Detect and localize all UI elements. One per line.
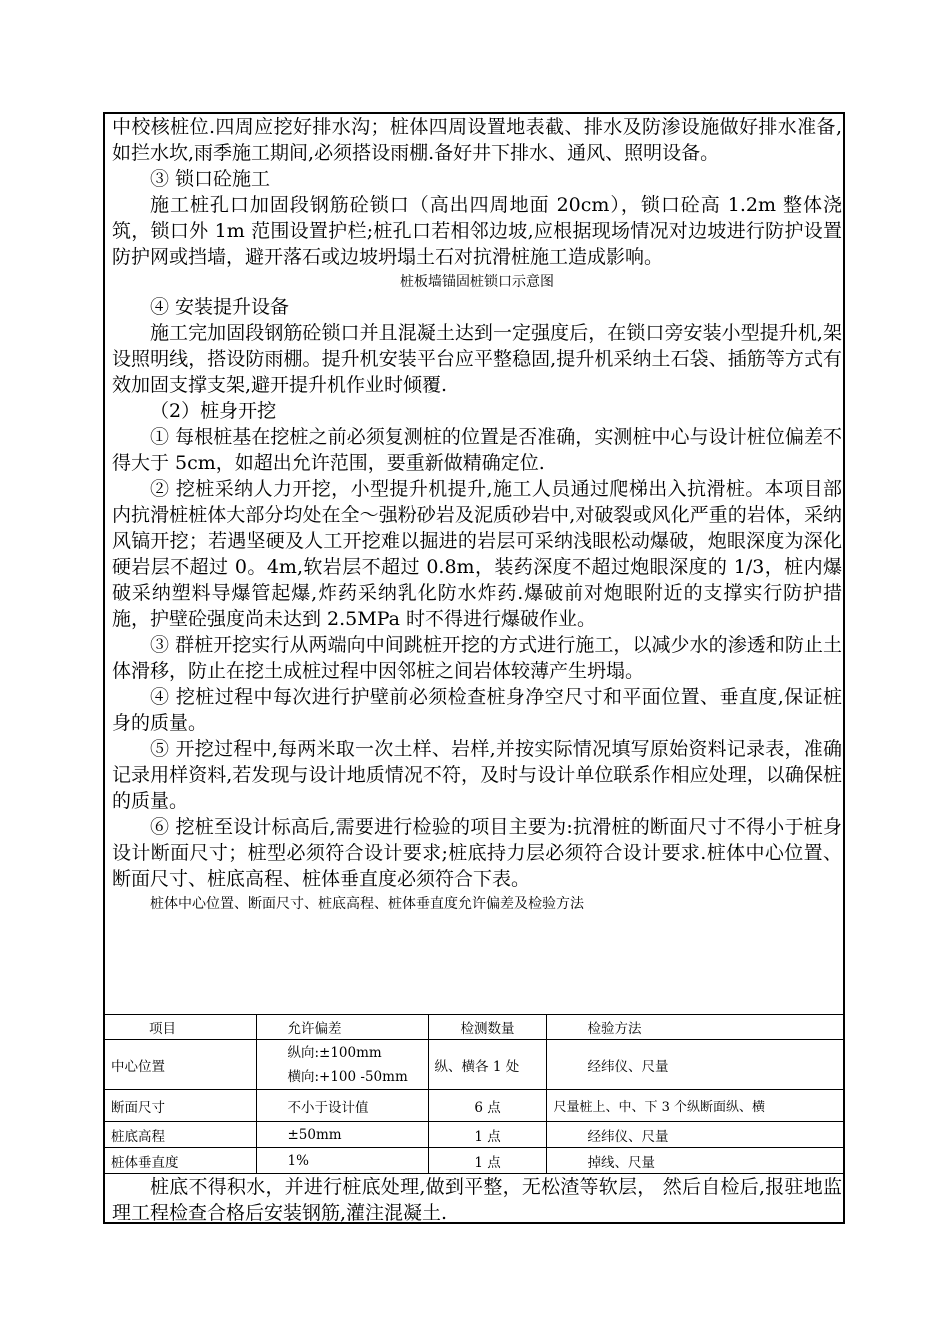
table-row (105, 1148, 844, 1174)
table-cell: 6 点 (428, 1090, 547, 1122)
table-row (105, 1122, 844, 1148)
table-cell: 尺量桩上、中、下 3 个纵断面纵、横 (547, 1090, 844, 1122)
table-cell: 1 点 (428, 1148, 547, 1174)
paragraph: 桩底不得积水，并进行桩底处理,做到平整，无松渣等软层， 然后自检后,报驻地监理工程检查合格后安装钢筋,灌注混凝土. (112, 1176, 842, 1224)
closing-section (112, 1174, 842, 1226)
table-row (105, 1090, 844, 1122)
tolerance-line: 横向:+100 -50mm (287, 1068, 408, 1085)
table-cell: 经纬仪、尺量 (547, 1122, 844, 1148)
table-cell: 中心位置 (105, 1040, 257, 1090)
table-row (105, 1040, 844, 1090)
paragraph: ⑤ 开挖过程中,每两米取一次土样、岩样,并按实际情况填写原始资料记录表，准确记录用样资料,若发现与设计地质情况不符，及时与设计单位联系作相应处理，以确保桩的质量。 (112, 738, 842, 812)
table-cell: 桩体垂直度 (105, 1148, 257, 1174)
column-header: 检验方法 (547, 1015, 844, 1040)
table-cell: 掉线、尺量 (547, 1148, 844, 1174)
paragraph: 中校核桩位.四周应挖好排水沟；桩体四周设置地表截、排水及防渗设施做好排水准备,如拦水坎,雨季施工期间,必须搭设雨棚.备好井下排水、通风、照明设备。 (112, 116, 842, 164)
tolerance-table (104, 1014, 844, 1174)
table-cell: 桩底高程 (105, 1122, 257, 1148)
column-header: 允许偏差 (257, 1015, 428, 1040)
paragraph: ③ 群桩开挖实行从两端向中间跳桩开挖的方式进行施工，以减少水的渗透和防止土体滑移，防止在挖土成桩过程中因邻桩之间岩体较薄产生坍塌。 (112, 634, 842, 682)
section-heading: （2）桩身开挖 (150, 400, 277, 422)
figure-caption: 桩板墙锚固桩锁口示意图 (400, 274, 554, 290)
paragraph: ① 每根桩基在挖桩之前必须复测桩的位置是否准确，实测桩中心与设计桩位偏差不得大于 5cm，如超出允许范围，要重新做精确定位. (112, 426, 842, 474)
table-cell (257, 1040, 428, 1090)
paragraph: ⑥ 挖桩至设计标高后,需要进行检验的项目主要为:抗滑桩的断面尺寸不得小于桩身设计断面尺寸；桩型必须符合设计要求;桩底持力层必须符合设计要求.桩体中心位置、断面尺寸、桩底高程、桩体垂直度必须符合下表。 (112, 816, 842, 890)
tolerance-line: 纵向:±100mm (287, 1044, 382, 1061)
table-cell: 纵、横各 1 处 (428, 1040, 547, 1090)
paragraph: ④ 挖桩过程中每次进行护壁前必须检查桩身净空尺寸和平面位置、垂直度,保证桩身的质量。 (112, 686, 842, 734)
table-cell: 1 点 (428, 1122, 547, 1148)
table-cell: 经纬仪、尺量 (547, 1040, 844, 1090)
document-body (112, 114, 842, 916)
paragraph: 施工桩孔口加固段钢筋砼锁口（高出四周地面 20cm），锁口砼高 1.2m 整体浇筑，锁口外 1m 范围设置护栏;桩孔口若相邻边坡,应根据现场情况对边坡进行防护设置防护网或挡墙，避开落石或边坡坍塌土石对抗滑桩施工造成影响。 (112, 194, 842, 268)
section-heading: ④ 安装提升设备 (150, 296, 290, 318)
paragraph: ② 挖桩采纳人力开挖，小型提升机提升,施工人员通过爬梯出入抗滑桩。本项目部内抗滑桩桩体大部分均处在全～强粉砂岩及泥质砂岩中,对破裂或风化严重的岩体，采纳风镐开挖；若遇坚硬及人工开挖难以掘进的岩层可采纳浅眼松动爆破，炮眼深度为深化硬岩层不超过 0。4m,软岩层不超过 0.8m，装药深度不超过炮眼深度的 1/3，桩内爆破采纳塑料导爆管起爆,炸药采纳乳化防水炸药.爆破前对炮眼附近的支撑实行防护措施，护壁砼强度尚未达到 2.5MPa 时不得进行爆破作业。 (112, 478, 842, 630)
column-header: 项目 (105, 1015, 257, 1040)
table-cell: ±50mm (257, 1122, 428, 1148)
table-cell: 不小于设计值 (257, 1090, 428, 1122)
table-caption: 桩体中心位置、断面尺寸、桩底高程、桩体垂直度允许偏差及检验方法 (150, 896, 584, 912)
table-cell: 1% (257, 1148, 428, 1174)
paragraph: 施工完加固段钢筋砼锁口并且混凝土达到一定强度后，在锁口旁安装小型提升机,架设照明线，搭设防雨棚。提升机安装平台应平整稳固,提升机采纳土石袋、插筋等方式有效加固支撑支架,避开提升机作业时倾覆. (112, 322, 842, 396)
section-heading: ③ 锁口砼施工 (150, 168, 271, 190)
table-cell: 断面尺寸 (105, 1090, 257, 1122)
column-header: 检测数量 (428, 1015, 547, 1040)
table-header-row (105, 1015, 844, 1040)
